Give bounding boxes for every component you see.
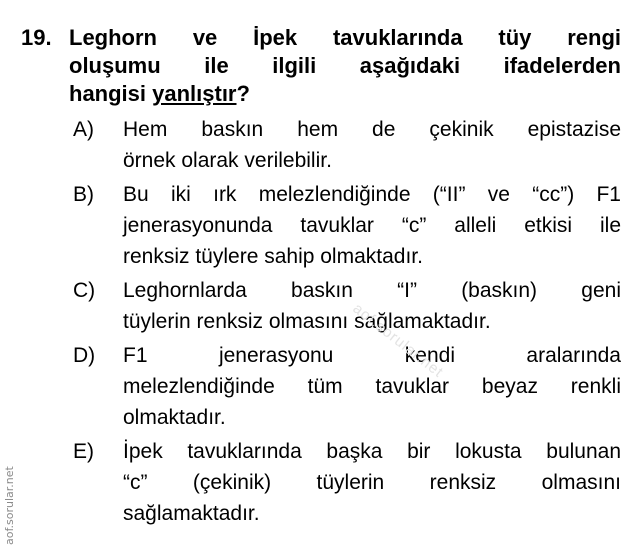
question-number: 19. <box>21 25 52 50</box>
option-d-line-2: melezlendiğinde tüm tavuklar beyaz renkli <box>123 375 621 398</box>
diagonal-watermark: aof.sorular.net <box>349 300 447 382</box>
option-b-line-1: Bu iki ırk melezlendiğinde (“II” ve “cc”) F1 <box>123 183 621 206</box>
option-e-line-3: sağlamaktadır. <box>123 502 260 525</box>
question-stem-suffix: ? <box>236 81 250 106</box>
option-e-line-1: İpek tavuklarında başka bir lokusta bulunan <box>123 440 621 463</box>
option-d-letter: D) <box>73 344 96 367</box>
option-b-text <box>123 179 621 272</box>
option-e[interactable] <box>73 436 621 529</box>
option-c-letter: C) <box>73 279 96 302</box>
question-stem-line-1: Leghorn ve İpek tavuklarında tüy rengi <box>69 25 621 50</box>
option-a-line-1: Hem baskın hem de çekinik epistazise <box>123 118 621 141</box>
option-d[interactable] <box>73 340 621 433</box>
option-a-letter: A) <box>73 118 94 141</box>
option-e-letter: E) <box>73 440 94 463</box>
option-e-line-2: “c” (çekinik) tüylerin renksiz olmasını <box>123 471 621 494</box>
question-stem-line-2: oluşumu ile ilgili aşağıdaki ifadelerden <box>69 53 621 78</box>
side-watermark: aof.sorular.net <box>3 466 16 545</box>
option-a[interactable] <box>73 114 621 176</box>
option-d-line-1: F1 jenerasyonu kendi aralarında <box>123 344 621 367</box>
question-stem <box>69 24 621 108</box>
option-d-text <box>123 340 621 433</box>
question-stem-underlined: yanlıştır <box>152 81 237 106</box>
option-b-letter: B) <box>73 183 94 206</box>
answer-options <box>73 114 621 529</box>
option-c[interactable] <box>73 275 621 337</box>
question-stem-line-3 <box>69 80 621 108</box>
option-a-text <box>123 114 621 176</box>
question-stem-prefix: hangisi <box>69 81 153 106</box>
option-c-line-1: Leghornlarda baskın “I” (baskın) geni <box>123 279 621 302</box>
question-block <box>21 24 621 532</box>
question-header <box>21 24 621 108</box>
option-a-line-2: örnek olarak verilebilir. <box>123 149 332 172</box>
option-c-line-2: tüylerin renksiz olmasını sağlamaktadır. <box>123 310 491 333</box>
option-b-line-3: renksiz tüylere sahip olmaktadır. <box>123 245 423 268</box>
option-d-line-3: olmaktadır. <box>123 406 226 429</box>
option-e-text <box>123 436 621 529</box>
option-b-line-2: jenerasyonunda tavuklar “c” alleli etkisi ile <box>123 214 621 237</box>
option-b[interactable] <box>73 179 621 272</box>
